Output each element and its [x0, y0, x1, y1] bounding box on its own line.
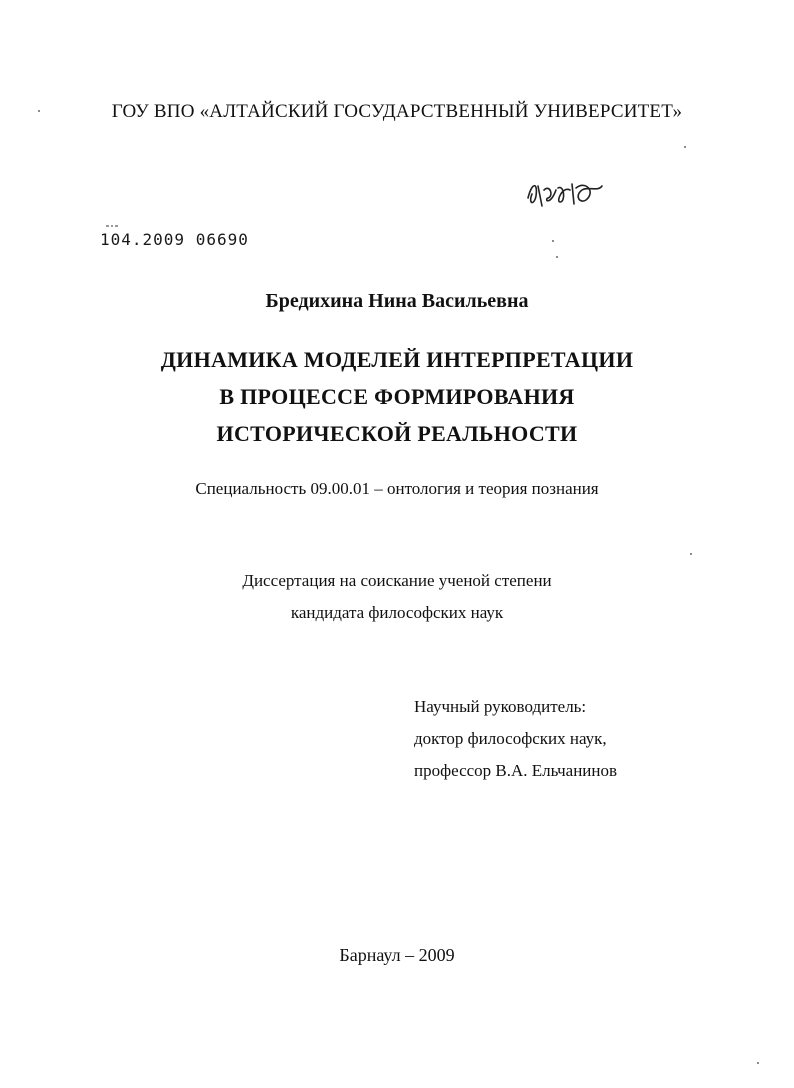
city-year: Барнаул – 2009 [339, 945, 455, 965]
dissertation-line-1: Диссертация на соискание ученой степени [242, 571, 552, 590]
title-line-1: ДИНАМИКА МОДЕЛЕЙ ИНТЕРПРЕТАЦИИ [160, 347, 634, 372]
dissertation-line-2: кандидата философских наук [290, 603, 504, 622]
scan-speck [38, 110, 40, 112]
specialty: Специальность 09.00.01 – онтология и теория познания [195, 479, 599, 498]
scan-speck [684, 146, 686, 148]
supervisor-label: Научный руководитель: [414, 697, 587, 716]
scan-speck [690, 553, 692, 555]
author-name: Бредихина Нина Васильевна [265, 290, 529, 312]
title-line-2: В ПРОЦЕССЕ ФОРМИРОВАНИЯ [219, 384, 575, 409]
scan-speck [552, 240, 554, 242]
handwritten-signature [524, 176, 606, 212]
title-line-3: ИСТОРИЧЕСКОЙ РЕАЛЬНОСТИ [216, 421, 578, 446]
supervisor-name: профессор В.А. Ельчанинов [414, 761, 618, 780]
institution-header: ГОУ ВПО «АЛТАЙСКИЙ ГОСУДАРСТВЕННЫЙ УНИВЕРСИТЕТ» [111, 101, 683, 122]
scan-speck [556, 256, 558, 258]
scan-speck [757, 1062, 759, 1064]
registration-number: 104.2009 06690 [100, 230, 249, 249]
supervisor-degree: доктор философских наук, [414, 729, 607, 748]
registration-mark [106, 224, 118, 228]
